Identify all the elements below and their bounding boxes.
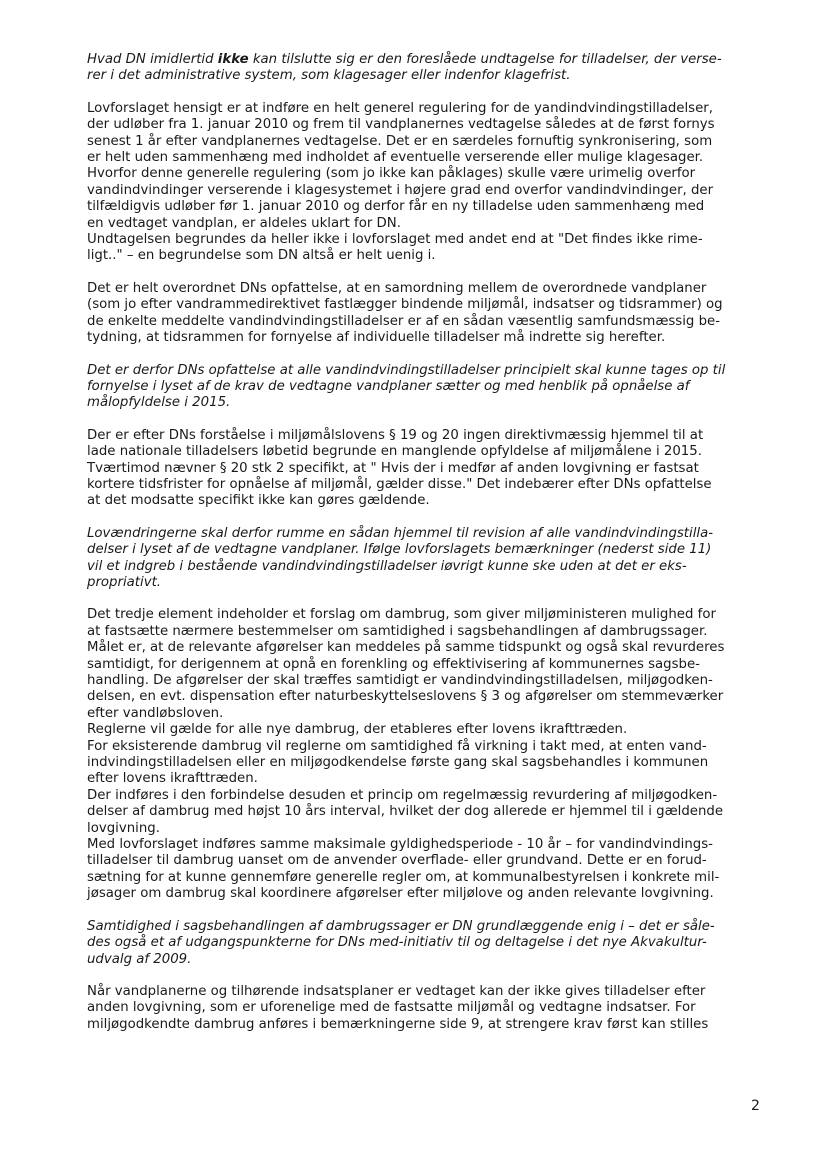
text-line: tilfældigvis udløber før 1. januar 2010 og derfor får en ny tilladelse uden sammenhæng med <box>87 199 705 215</box>
text-line: Reglerne vil gælde for alle nye dambrug, der etableres efter lovens ikrafttræden. <box>87 722 628 738</box>
paragraph <box>87 428 767 510</box>
emphasis-text: ikke <box>217 52 249 67</box>
text-line: Lovforslaget hensigt er at indføre en helt generel regulering for de yandindvindingstilladelser, <box>87 100 713 116</box>
text-line: samtidigt, for derigennem at opnå en forenkling og effektivisering af kommunernes sagsbe- <box>87 656 700 672</box>
text-line: miljøgodkendte dambrug anføres i bemærkningerne side 9, at strengere krav først kan stilles <box>87 1016 709 1032</box>
text-line: Hvorfor denne generelle regulering (som jo ikke kan påklages) skulle være urimelig overfor <box>87 166 696 182</box>
text-line: anden lovgivning, som er uforenelige med de fastsatte miljømål og vedtagne indsatser. For <box>87 1000 696 1016</box>
text-line: Målet er, at de relevante afgørelser kan meddeles på samme tidspunkt og også skal revurderes <box>87 640 725 656</box>
text-line: Med lovforslaget indføres samme maksimale gyldighedsperiode - 10 år – for vandindvindings- <box>87 837 713 853</box>
text-line: vil et indgreb i bestående vandindvindingstilladelser iøvrigt kunne ske uden at det er eks- <box>87 558 687 574</box>
text-line: tydning, at tidsrammen for fornyelse af individuelle tilladelser må indrette sig herefter. <box>87 330 666 346</box>
text-line: des også et af udgangspunkterne for DNs med-initiativ til og deltagelse i det nye Akvakultur- <box>87 935 707 951</box>
text-line: Det tredje element indeholder et forslag om dambrug, som giver miljøministeren mulighed for <box>87 607 716 623</box>
text-line: Tværtimod nævner § 20 stk 2 specifikt, at " Hvis der i medfør af anden lovgivning er fastsat <box>87 460 699 476</box>
text-line: ligt.." – en begrundelse som DN altså er helt uenig i. <box>87 248 436 264</box>
text-line: Hvad DN imidlertid ikke kan tilslutte sig er den foreslåede undtagelse for tilladelser, der verse- <box>87 52 722 67</box>
italic-paragraph <box>87 526 767 592</box>
text-line: delser i lyset af de vedtagne vandplaner. Ifølge lovforslagets bemærkninger (nederst side 11) <box>87 542 712 558</box>
page-number: 2 <box>751 1098 760 1114</box>
text-line: lovgivning. <box>87 820 160 836</box>
italic-paragraph <box>87 919 767 968</box>
text-line: rer i det administrative system, som klagesager eller indenfor klagefrist. <box>87 68 571 84</box>
text-line: Samtidighed i sagsbehandlingen af dambrugssager er DN grundlæggende enig i – det er såle- <box>87 918 715 934</box>
text-line: For eksisterende dambrug vil reglerne om samtidighed få virkning i takt med, at enten vand- <box>87 738 707 754</box>
paragraph <box>87 607 767 902</box>
text-line: efter lovens ikrafttræden. <box>87 771 258 787</box>
paragraph <box>87 984 767 1033</box>
text-line: udvalg af 2009. <box>87 951 192 967</box>
text-line: efter vandløbsloven. <box>87 705 224 721</box>
text-line: fornyelse i lyset af de krav de vedtagne vandplaner sætter og med henblik på opnåelse af <box>87 378 690 394</box>
text-line: er helt uden sammenhæng med indholdet af eventuelle verserende eller mulige klagesager. <box>87 150 704 166</box>
document-body <box>87 52 767 1033</box>
text-line: sætning for at kunne gennemføre generelle regler om, at kommunalbestyrelsen i konkrete mil- <box>87 869 720 885</box>
text-line: indvindingstilladelsen eller en miljøgodkendelse første gang skal sagsbehandles i kommunen <box>87 755 709 771</box>
text-line: tilladelser til dambrug uanset om de anvender overflade- eller grundvand. Dette er en forud- <box>87 853 707 869</box>
text-line: handling. De afgørelser der skal træffes samtidigt er vandindvindingstilladelsen, miljøgodken- <box>87 673 713 688</box>
text-line: Der indføres i den forbindelse desuden et princip om regelmæssig revurdering af miljøgodken- <box>87 787 718 803</box>
text-line: målopfyldelse i 2015. <box>87 395 231 411</box>
paragraph <box>87 281 767 347</box>
text-line: lade nationale tilladelsers løbetid begrunde en manglende opfyldelse af miljømålene i 2015. <box>87 444 702 460</box>
text-line: delser af dambrug med højst 10 års interval, hvilket der dog allerede er hjemmel til i gældende <box>87 804 724 820</box>
text-line: Det er helt overordnet DNs opfattelse, at en samordning mellem de overordnede vandplaner <box>87 280 707 296</box>
text-line: jøsager om dambrug skal koordinere afgørelser efter miljølove og anden relevante lovgivning. <box>87 886 714 902</box>
text-line: senest 1 år efter vandplanernes vedtagelse. Det er en særdeles fornuftig synkronisering, som <box>87 133 713 149</box>
text-line: de enkelte meddelte vandindvindingstilladelser er af en sådan væsentlig samfundsmæssig be- <box>87 313 721 329</box>
text-line: Det er derfor DNs opfattelse at alle vandindvindingstilladelser principielt skal kunne tages op til <box>87 362 726 378</box>
text-line: kortere tidsfrister for opnåelse af miljømål, gælder disse." Det indebærer efter DNs opfattelse <box>87 476 712 492</box>
text-line: propriativt. <box>87 574 162 590</box>
text-line: vandindvindinger verserende i klagesystemet i højere grad end overfor vandindvindinger, der <box>87 182 714 198</box>
text-line: at det modsatte specifikt ikke kan gøres gældende. <box>87 493 430 509</box>
text-line: Når vandplanerne og tilhørende indsatsplaner er vedtaget kan der ikke gives tilladelser efter <box>87 983 706 999</box>
text-line: Der er efter DNs forståelse i miljømålslovens § 19 og 20 ingen direktivmæssig hjemmel til at <box>87 427 704 443</box>
text-line: der udløber fra 1. januar 2010 og frem til vandplanernes vedtagelse således at de først fornys <box>87 117 715 133</box>
paragraph <box>87 101 767 265</box>
text-line: Lovændringerne skal derfor rumme en sådan hjemmel til revision af alle vandindvindingstilla- <box>87 525 714 541</box>
italic-paragraph <box>87 363 767 412</box>
italic-paragraph <box>87 52 767 85</box>
text-line: Undtagelsen begrundes da heller ikke i lovforslaget med andet end at "Det findes ikke rime- <box>87 232 703 248</box>
text-line: at fastsætte nærmere bestemmelser om samtidighed i sagsbehandlingen af dambrugssager. <box>87 623 708 639</box>
text-line: en vedtaget vandplan, er aldeles uklart for DN. <box>87 215 401 231</box>
text-line: delsen, en evt. dispensation efter naturbeskyttelseslovens § 3 og afgørelser om stemmeværker <box>87 689 724 705</box>
text-line: (som jo efter vandrammedirektivet fastlægger bindende miljømål, indsatser og tidsrammer) og <box>87 297 723 313</box>
